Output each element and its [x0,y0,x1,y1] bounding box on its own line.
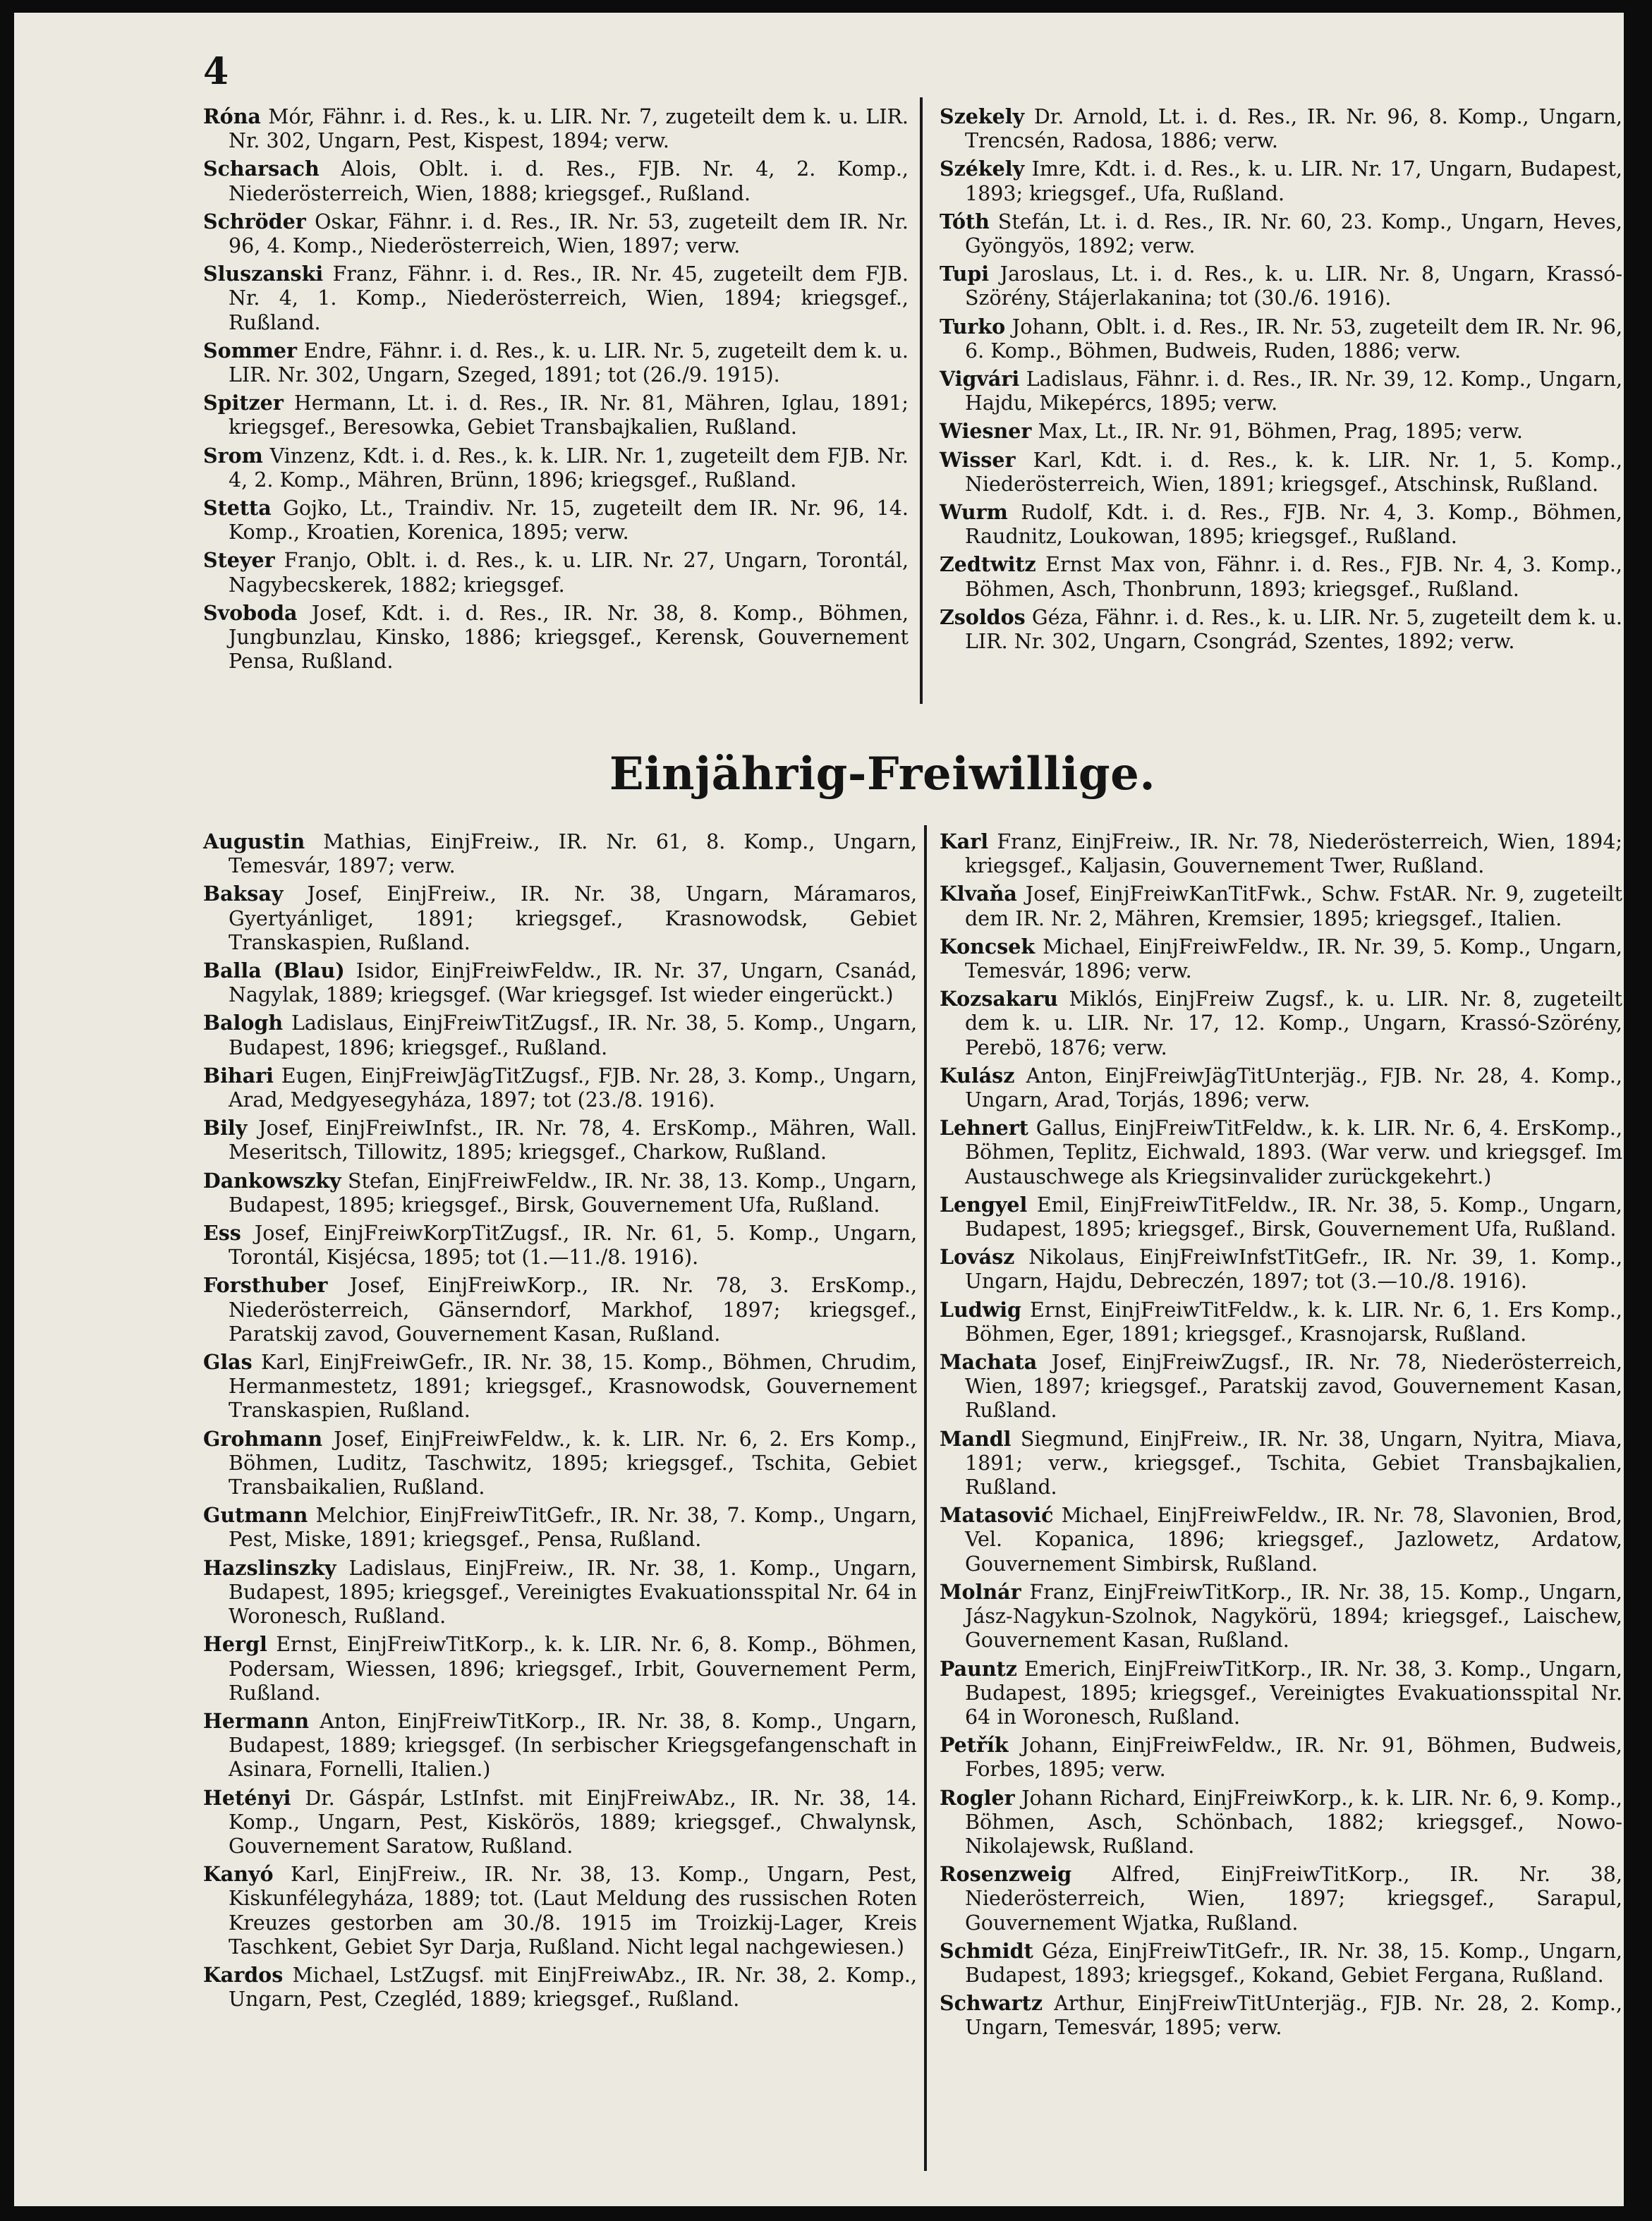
entry-details: Franjo, Oblt. i. d. Res., k. u. LIR. Nr. 27, Ungarn, Torontál, Nagybecskerek, 1882; kriegsgef. [229,549,909,597]
list-entry [940,1503,1622,1576]
entry-surname: Bily [203,1116,248,1140]
list-entry [203,1350,917,1423]
entry-surname: Schmidt [940,1938,1033,1963]
column-divider-bottom [924,825,927,2171]
list-entry [940,935,1622,983]
list-entry [940,500,1622,549]
entry-details: Endre, Fähnr. i. d. Res., k. u. LIR. Nr. 5, zugeteilt dem k. u. LIR. Nr. 302, Ungarn, Szeged, 1891; tot (26./9. 1915). [229,339,909,387]
list-entry [940,605,1622,654]
entry-details: Michael, EinjFreiwFeldw., IR. Nr. 78, Slavonien, Brod, Vel. Kopanica, 1896; kriegsgef., Jazlowetz, Ardatow, Gouvernement Simbirsk, Rußland. [965,1504,1622,1576]
entry-details: Eugen, EinjFreiwJägTitZugsf., FJB. Nr. 28, 3. Komp., Ungarn, Arad, Medgyesegyháza, 1897; tot (23./8. 1916). [229,1064,917,1112]
entry-surname: Hergl [203,1632,267,1657]
entry-details: Josef, EinjFreiw., IR. Nr. 38, Ungarn, Máramaros, Gyertyánliget, 1891; kriegsgef., Krasnowodsk, Gebiet Transkaspien, Rußland. [229,882,918,954]
entry-surname: Sluszanski [203,262,324,286]
list-entry [940,448,1622,497]
list-entry [940,1786,1622,1859]
list-entry [940,315,1622,363]
entry-details: Franz, Fähnr. i. d. Res., IR. Nr. 45, zugeteilt dem FJB. Nr. 4, 1. Komp., Niederösterreich, Wien, 1894; kriegsgef., Rußland. [229,262,909,334]
list-entry [940,209,1622,258]
list-entry [203,1709,917,1782]
entry-surname: Pauntz [940,1656,1017,1681]
list-entry [940,1350,1622,1423]
entry-details: Michael, LstZugsf. mit EinjFreiwAbz., IR. Nr. 38, 2. Komp., Ungarn, Pest, Czegléd, 1889; kriegsgef., Rußland. [229,1963,917,2012]
bottom-right-column [940,829,1622,2044]
list-entry [940,882,1622,930]
entry-surname: Róna [203,104,261,128]
entry-details: Ernst, EinjFreiwTitKorp., k. k. LIR. Nr. 6, 8. Komp., Böhmen, Podersam, Wiessen, 1896; kriegsgef., Irbit, Gouvernement Perm, Rußland. [229,1633,917,1705]
entry-surname: Vigvári [940,367,1020,391]
entry-details: Josef, Kdt. i. d. Res., IR. Nr. 38, 8. Komp., Böhmen, Jungbunzlau, Kinsko, 1886; kriegsgef., Kerensk, Gouvernement Pensa, Rußland. [229,601,909,674]
entry-surname: Rogler [940,1785,1015,1810]
entry-details: Rudolf, Kdt. i. d. Res., FJB. Nr. 4, 3. Komp., Böhmen, Raudnitz, Loukowan, 1895; kriegsgef., Rußland. [965,501,1622,549]
list-entry [203,1503,917,1552]
entry-details: Johann, EinjFreiwFeldw., IR. Nr. 91, Böhmen, Budweis, Forbes, 1895; verw. [965,1734,1622,1782]
entry-details: Melchior, EinjFreiwTitGefr., IR. Nr. 38, 7. Komp., Ungarn, Pest, Miske, 1891; kriegsgef., Pensa, Rußland. [229,1504,918,1552]
list-entry [940,1298,1622,1346]
list-entry [940,262,1622,310]
entry-details: Jaroslaus, Lt. i. d. Res., k. u. LIR. Nr. 8, Ungarn, Krassó-Szörény, Stájerlakanina; tot (30./6. 1916). [965,262,1622,310]
list-entry [940,1862,1622,1935]
entry-surname: Augustin [203,829,305,853]
list-entry [203,882,917,955]
entry-details: Karl, EinjFreiw., IR. Nr. 38, 13. Komp., Ungarn, Pest, Kiskunfélegyháza, 1889; tot. (Laut Meldung des russischen Roten Kreuzes gestorben am 30./8. 1915 im Troizkij-Lager, Kreis Taschkent, Gebiet Syr Darja, Rußland. Nicht legal nachgewiesen.) [229,1863,918,1959]
list-entry [203,1963,917,2012]
entry-details: Vinzenz, Kdt. i. d. Res., k. k. LIR. Nr. 1, zugeteilt dem FJB. Nr. 4, 2. Komp., Mähren, Brünn, 1896; kriegsgef., Rußland. [229,444,909,492]
entry-details: Johann, Oblt. i. d. Res., IR. Nr. 53, zugeteilt dem IR. Nr. 96, 6. Komp., Böhmen, Budweis, Ruden, 1886; verw. [965,315,1622,363]
list-entry [203,262,909,335]
entry-surname: Ludwig [940,1297,1021,1322]
entry-surname: Gutmann [203,1503,308,1528]
entry-details: Ladislaus, EinjFreiwTitZugsf., IR. Nr. 38, 5. Komp., Ungarn, Budapest, 1896; kriegsgef., Rußland. [229,1011,918,1059]
entry-surname: Wisser [940,447,1016,472]
entry-details: Ernst Max von, Fähnr. i. d. Res., FJB. Nr. 4, 3. Komp., Böhmen, Asch, Thonbrunn, 1893; kriegsgef., Rußland. [965,553,1622,601]
bottom-left-column [203,829,917,2015]
entry-surname: Kardos [203,1962,284,1987]
entry-surname: Lengyel [940,1192,1028,1217]
entry-details: Karl, Kdt. i. d. Res., k. k. LIR. Nr. 1, 5. Komp., Niederösterreich, Wien, 1891; kriegsgef., Atschinsk, Rußland. [965,448,1623,496]
entry-surname: Ess [203,1221,241,1246]
entry-surname: Zedtwitz [940,552,1036,577]
entry-surname: Spitzer [203,391,284,415]
entry-details: Mathias, EinjFreiw., IR. Nr. 61, 8. Komp., Ungarn, Temesvár, 1897; verw. [229,830,917,878]
entry-details: Anton, EinjFreiwTitKorp., IR. Nr. 38, 8. Komp., Ungarn, Budapest, 1889; kriegsgef. (In serbischer Kriegsgefangenschaft in Asinara, Fornelli, Italien.) [229,1709,918,1782]
entry-surname: Stetta [203,496,272,521]
entry-surname: Mandl [940,1426,1012,1451]
list-entry [203,1273,917,1346]
list-entry [940,1427,1622,1500]
officers-section [14,104,1624,718]
top-right-column [940,104,1622,657]
entry-details: Franz, EinjFreiw., IR. Nr. 78, Niederösterreich, Wien, 1894; kriegsgef., Kaljasin, Gouvernement Twer, Rußland. [965,830,1622,878]
entry-surname: Székely [940,157,1025,181]
entry-details: Géza, Fähnr. i. d. Res., k. u. LIR. Nr. 5, zugeteilt dem k. u. LIR. Nr. 302, Ungarn, Csongrád, Szentes, 1892; verw. [965,605,1622,654]
list-entry [940,157,1622,205]
list-entry [203,548,909,597]
entry-details: Hermann, Lt. i. d. Res., IR. Nr. 81, Mähren, Iglau, 1891; kriegsgef., Beresowka, Gebiet Transbajkalien, Rußland. [229,391,909,439]
list-entry [940,1939,1622,1988]
list-entry [940,1580,1622,1653]
entry-surname: Machata [940,1350,1038,1375]
entry-details: Stefán, Lt. i. d. Res., IR. Nr. 60, 23. Komp., Ungarn, Heves, Gyöngyös, 1892; verw. [965,209,1622,258]
entry-details: Siegmund, EinjFreiw., IR. Nr. 38, Ungarn, Nyitra, Miava, 1891; verw., kriegsgef., Tschita, Gebiet Transbajkalien, Rußland. [965,1427,1622,1499]
entry-surname: Tupi [940,262,990,286]
document-page [14,13,1624,2206]
entry-details: Ernst, EinjFreiwTitFeldw., k. k. LIR. Nr. 6, 1. Ers Komp., Böhmen, Eger, 1891; kriegsgef., Krasnojarsk, Rußland. [965,1298,1622,1346]
entry-details: Josef, EinjFreiwInfst., IR. Nr. 78, 4. ErsKomp., Mähren, Wall. Meseritsch, Tillowitz, 1895; kriegsgef., Charkow, Rußland. [229,1116,918,1164]
list-entry [203,959,917,1007]
entry-details: Oskar, Fähnr. i. d. Res., IR. Nr. 53, zugeteilt dem IR. Nr. 96, 4. Komp., Niederösterreich, Wien, 1897; verw. [229,209,909,258]
list-entry [203,157,909,205]
entry-details: Emil, EinjFreiwTitFeldw., IR. Nr. 38, 5. Komp., Ungarn, Budapest, 1895; kriegsgef., Birsk, Gouvernement Ufa, Rußland. [965,1193,1622,1241]
entry-surname: Szekely [940,104,1025,128]
entry-surname: Steyer [203,548,275,573]
entry-details: Dr. Arnold, Lt. i. d. Res., IR. Nr. 96, 8. Komp., Ungarn, Trencsén, Radosa, 1886; verw. [965,105,1622,153]
entry-details: Karl, EinjFreiwGefr., IR. Nr. 38, 15. Komp., Böhmen, Chrudim, Hermanmestetz, 1891; kriegsgef., Krasnowodsk, Gouvernement Transkaspien, Rußland. [229,1351,917,1423]
list-entry [203,1169,917,1217]
entry-surname: Glas [203,1350,253,1375]
entry-surname: Turko [940,314,1006,339]
entry-details: Anton, EinjFreiwJägTitUnterjäg., FJB. Nr. 28, 4. Komp., Ungarn, Arad, Torjás, 1896; verw. [965,1064,1622,1112]
list-entry [203,1116,917,1164]
list-entry [203,444,909,492]
entry-details: Max, Lt., IR. Nr. 91, Böhmen, Prag, 1895; verw. [1038,420,1523,444]
entry-details: Miklós, EinjFreiw Zugsf., k. u. LIR. Nr. 8, zugeteilt dem k. u. LIR. Nr. 17, 12. Komp., Ungarn, Krassó-Szörény, Perebö, 1876; verw. [965,987,1622,1059]
entry-details: Josef, EinjFreiwKorpTitZugsf., IR. Nr. 61, 5. Komp., Ungarn, Torontál, Kisjécsa, 1895; tot (1.—11./8. 1916). [229,1222,918,1270]
entry-surname: Wurm [940,500,1008,525]
entry-surname: Balogh [203,1011,284,1035]
list-entry [940,1193,1622,1241]
list-entry [203,339,909,387]
entry-details: Josef, EinjFreiwKanTitFwk., Schw. FstAR. Nr. 9, zugeteilt dem IR. Nr. 2, Mähren, Kremsier, 1895; kriegsgef., Italien. [965,882,1623,930]
list-entry [940,1245,1622,1294]
entry-details: Stefan, EinjFreiwFeldw., IR. Nr. 38, 13. Komp., Ungarn, Budapest, 1895; kriegsgef., Birsk, Gouvernement Ufa, Rußland. [229,1169,917,1217]
entry-surname: Dankowszky [203,1168,341,1193]
entry-details: Gojko, Lt., Traindiv. Nr. 15, zugeteilt dem IR. Nr. 96, 14. Komp., Kroatien, Korenica, 1895; verw. [229,497,909,544]
entry-details: Dr. Gáspár, LstInfst. mit EinjFreiwAbz., IR. Nr. 38, 14. Komp., Ungarn, Pest, Kiskörös, 1889; kriegsgef., Chwalynsk, Gouvernement Saratow, Rußland. [229,1786,917,1858]
list-entry [203,1427,917,1500]
entry-details: Géza, EinjFreiwTitGefr., IR. Nr. 38, 15. Komp., Ungarn, Budapest, 1893; kriegsgef., Kokand, Gebiet Fergana, Rußland. [965,1939,1622,1987]
entry-surname: Forsthuber [203,1273,328,1298]
entry-surname: Koncsek [940,934,1035,959]
entry-details: Ladislaus, EinjFreiw., IR. Nr. 38, 1. Komp., Ungarn, Budapest, 1895; kriegsgef., Vereinigtes Evakuationsspital Nr. 64 in Woronesch, Rußland. [229,1556,918,1629]
entry-details: Alfred, EinjFreiwTitKorp., IR. Nr. 38, Niederösterreich, Wien, 1897; kriegsgef., Sarapul, Gouvernement Wjatka, Rußland. [965,1863,1622,1935]
list-entry [203,1064,917,1112]
entry-surname: Lovász [940,1245,1015,1270]
list-entry [940,1064,1622,1112]
entry-surname: Srom [203,443,263,468]
entry-details: Isidor, EinjFreiwFeldw., IR. Nr. 37, Ungarn, Csanád, Nagylak, 1889; kriegsgef. (War kriegsgef. Ist wieder eingerückt.) [229,959,918,1007]
entry-surname: Hetényi [203,1785,291,1810]
entry-surname: Wiesner [940,419,1032,444]
entry-details: Josef, EinjFreiwKorp., IR. Nr. 78, 3. ErsKomp., Niederösterreich, Gänserndorf, Markhof, 1897; kriegsgef., Paratskij zavod, Gouvernement Kasan, Rußland. [229,1274,917,1346]
entry-surname: Petřík [940,1733,1009,1758]
list-entry [203,601,909,674]
list-entry [940,552,1622,601]
list-entry [940,1733,1622,1782]
entry-details: Arthur, EinjFreiwTitUnterjäg., FJB. Nr. 28, 2. Komp., Ungarn, Temesvár, 1895; verw. [965,1992,1623,2040]
list-entry [203,1556,917,1629]
entry-surname: Klvaňa [940,882,1017,906]
entry-details: Ladislaus, Fähnr. i. d. Res., IR. Nr. 39, 12. Komp., Ungarn, Hajdu, Mikepércs, 1895; verw. [965,367,1622,415]
list-entry [940,367,1622,415]
entry-surname: Kanyó [203,1862,274,1887]
entry-details: Imre, Kdt. i. d. Res., k. u. LIR. Nr. 17, Ungarn, Budapest, 1893; kriegsgef., Ufa, Rußland. [965,157,1622,205]
list-entry [940,419,1622,444]
entry-surname: Matasović [940,1503,1054,1528]
entry-surname: Sommer [203,338,298,363]
list-entry [203,1862,917,1959]
entry-details: Emerich, EinjFreiwTitKorp., IR. Nr. 38, 3. Komp., Ungarn, Budapest, 1895; kriegsgef., Vereinigtes Evakuationsspital Nr. 64 in Woronesch, Rußland. [965,1657,1622,1729]
list-entry [203,829,917,878]
top-left-column [203,104,909,677]
list-entry [940,987,1622,1060]
entry-surname: Schröder [203,209,306,233]
column-divider-top [920,97,923,704]
list-entry [940,1657,1622,1730]
list-entry [203,391,909,439]
entry-details: Gallus, EinjFreiwTitFeldw., k. k. LIR. Nr. 6, 4. ErsKomp., Böhmen, Teplitz, Eichwald, 1893. (War verw. und kriegsgef. Im Austauschwege als Kriegsinvalider zurückgekehrt.) [965,1116,1623,1188]
entry-details: Johann Richard, EinjFreiwKorp., k. k. LIR. Nr. 6, 9. Komp., Böhmen, Asch, Schönbach, 1882; kriegsgef., Nowo-Nikolajewsk, Rußland. [965,1786,1622,1858]
list-entry [940,104,1622,153]
entry-surname: Kozsakaru [940,987,1058,1011]
list-entry [940,829,1622,878]
entry-surname: Bihari [203,1063,274,1088]
entry-surname: Balla (Blau) [203,959,345,983]
entry-surname: Lehnert [940,1116,1028,1140]
entry-surname: Hermann [203,1708,310,1733]
entry-surname: Molnár [940,1579,1021,1604]
entry-surname: Schwartz [940,1991,1043,2016]
entry-details: Nikolaus, EinjFreiwInfstTitGefr., IR. Nr. 39, 1. Komp., Ungarn, Hajdu, Debreczén, 1897; tot (3.—10./8. 1916). [965,1246,1622,1294]
list-entry [940,1991,1622,2040]
entry-details: Alois, Oblt. i. d. Res., FJB. Nr. 4, 2. Komp., Niederösterreich, Wien, 1888; kriegsgef., Rußland. [229,157,909,205]
list-entry [203,1011,917,1059]
entry-surname: Karl [940,829,989,853]
entry-details: Josef, EinjFreiwZugsf., IR. Nr. 78, Niederösterreich, Wien, 1897; kriegsgef., Paratskij zavod, Gouvernement Kasan, Rußland. [965,1351,1622,1423]
entry-surname: Scharsach [203,157,320,181]
entry-surname: Baksay [203,882,284,906]
entry-surname: Zsoldos [940,604,1026,629]
list-entry [203,104,909,153]
entry-surname: Hazslinszky [203,1555,336,1580]
entry-details: Franz, EinjFreiwTitKorp., IR. Nr. 38, 15. Komp., Ungarn, Jász-Nagykun-Szolnok, Nagykörü, 1894; kriegsgef., Laischew, Gouvernement Kasan, Rußland. [965,1580,1622,1653]
list-entry [940,1116,1622,1189]
list-entry [203,1786,917,1859]
list-entry [203,209,909,258]
entry-details: Michael, EinjFreiwFeldw., IR. Nr. 39, 5. Komp., Ungarn, Temesvár, 1896; verw. [965,935,1622,983]
list-entry [203,1221,917,1270]
entry-details: Mór, Fähnr. i. d. Res., k. u. LIR. Nr. 7, zugeteilt dem k. u. LIR. Nr. 302, Ungarn, Pest, Kispest, 1894; verw. [229,105,909,153]
entry-details: Josef, EinjFreiwFeldw., k. k. LIR. Nr. 6, 2. Ers Komp., Böhmen, Luditz, Taschwitz, 1895; kriegsgef., Tschita, Gebiet Transbaikalien, Rußland. [229,1427,917,1499]
page-number: 4 [203,50,229,93]
list-entry [203,496,909,544]
entry-surname: Grohmann [203,1426,323,1451]
entry-surname: Tóth [940,209,990,233]
entry-surname: Kulász [940,1063,1015,1088]
entry-surname: Svoboda [203,600,298,625]
list-entry [203,1632,917,1705]
section-heading: Einjährig-Freiwillige. [609,748,1156,801]
entry-surname: Rosenzweig [940,1862,1072,1887]
